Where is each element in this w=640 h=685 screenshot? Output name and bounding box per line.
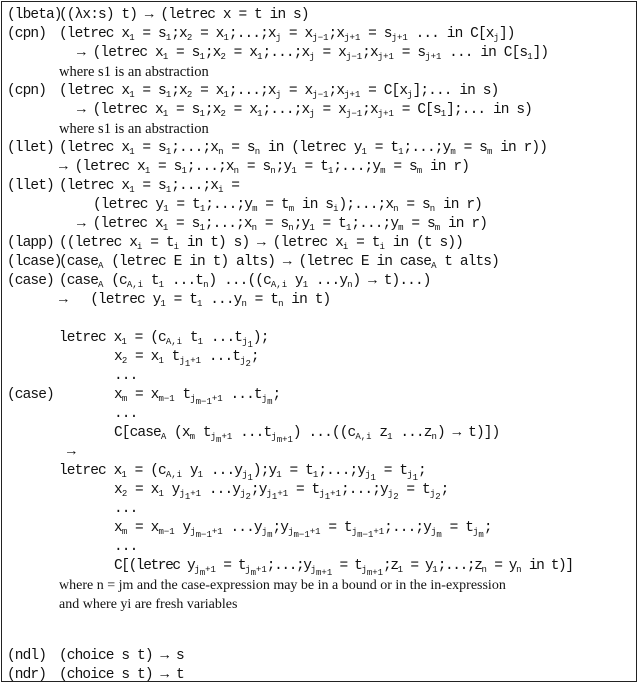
rule-label-llet-2: (llet) [7,178,54,194]
rule-case-2-rhs-1: letrec $x_1 = (c_{A,i}$ $y_1$ $...y_{j_1});y_1$ = $t_1;...;y_{j_1} = t_{j_1}$; [59,463,426,483]
rule-lapp-line: ((letrec $x_i = t_i$ in t) s) → (letrec $x_i = t_i$ in (t s)) [59,235,463,252]
rule-case-2-lhs-dots-2: ... [114,406,138,422]
rule-label-case-1: (case) [7,273,54,289]
rule-llet-1-rhs: → (letrec $x_1$ = $s_1;...;x_n$ = $s_n;y_1$ = $t_1;...;y_m = s_m$ in r) [59,159,469,176]
rule-cpn-2-condition: where s1 is an abstraction [59,121,209,137]
rule-lbeta-line: ((λx:s) t) → (letrec x = t in s) [59,7,309,23]
rule-case-2-lhs-1: letrec $x_1 = (c_{A,i}$ $t_1$ $...t_{j_1}$); [59,330,269,350]
rule-cpn-1-rhs: → (letrec $x_1$ = $s_1;x_2$ = $x_1;...;x_j$ = $x_{j-1};x_{j+1} = s_{j+1}$ ... in $C[s_1]$) [77,45,549,62]
rule-cpn-2-rhs: → (letrec $x_1$ = $s_1;x_2$ = $x_1;...;x_j$ = $x_{j-1};x_{j+1} = C[s_1]$;... in s) [77,102,532,119]
rule-case-1-rhs: → (letrec $y_1 = t_1$ $...y_n = t_n$ in t) [59,292,331,309]
rule-case-2-lhs-2: $x_2 = x_1$ $t_{j_1+1}$ $...t_{j_2}$; [114,349,259,369]
rule-case-2-condition-2: and where yi are fresh variables [59,597,238,612]
rule-label-lapp: (lapp) [7,235,54,251]
rule-label-ndr: (ndr) [7,667,47,683]
rule-ndr-line: (choice s t) → t [59,667,184,683]
rules-figure [1,1,637,682]
rule-case-1-lhs: (case$_A$ ($c_{A,i}$ $t_1$ $...t_n$) $...((c_{A,i}$ $y_1$ $...y_n) \to t$)...) [59,273,431,290]
rule-llet-2-rhs: → (letrec $x_1$ = $s_1;...;x_n$ = $s_n;y_1$ = $t_1;...;y_m = s_m$ in r) [77,216,487,233]
rule-cpn-2-lhs: (letrec $x_1$ = $s_1;x_2$ = $x_1;...;x_j$ = $x_{j-1};x_{j+1} = C[x_j]$;... in s) [59,83,499,100]
rule-cpn-1-lhs: (letrec $x_1$ = $s_1;x_2$ = $x_1;...;x_j$ = $x_{j-1};x_{j+1} = s_{j+1}$ ... in $C[x_j]$) [59,26,515,43]
rule-label-lbeta: (lbeta) [7,7,62,23]
rule-case-2-condition-1: where n = jm and the case-expression may be in a bound or in the in-expression [59,578,506,593]
rule-llet-2-lhs-a: (letrec $x_1$ = $s_1;...;x_i$ = [59,178,240,195]
rule-case-2-rhs-dots-2: ... [114,539,138,555]
rule-case-2-rhs-context: C[(letrec $y_{j_m+1}$ = $t_{j_m+1};...;y_{j_{m+1}}$ = $t_{j_{m+1}};z_1$ = $y_1;...;z_n = y_n$ in t)] [114,558,573,578]
rule-case-2-lhs-m: $x_m = x_{m-1}$ $t_{j_{m-1}+1}$ $...t_{j_m}$; [114,387,281,407]
rule-ndl-line: (choice s t) → s [59,648,184,664]
rule-case-2-lhs-dots-1: ... [114,368,138,384]
rule-label-llet-1: (llet) [7,140,54,156]
rule-case-2-lhs-context: C[case$_A$ ($x_m$ $t_{j_m+1}$ $...t_{j_{m+1}}$) $...((c_{A,i}$ $z_1$ $...z_n) \to t$)]) [114,425,500,445]
rule-lcase-line: (case$_A$ (letrec E in t) alts) → (letrec E in case$_A$ t alts) [59,254,499,271]
rule-llet-2-lhs-b: (letrec $y_1$ = $t_1;...;y_m = t_m$ in $s_i);...;x_n = s_n$ in r) [93,197,482,214]
rule-case-2-rhs-m: $x_m = x_{m-1}$ $y_{j_{m-1}+1}$ $...y_{j_m};y_{j_{m-1}+1}$ = $t_{j_{m-1}+1};...;y_{j_m} = t_{j_m}$; [114,520,492,540]
rule-label-ndl: (ndl) [7,648,47,664]
reduces-to-arrow: → [67,444,75,460]
rule-label-cpn-2: (cpn) [7,83,47,99]
rule-label-lcase: (lcase) [7,254,62,270]
rule-cpn-1-condition: where s1 is an abstraction [59,64,209,80]
rule-label-case-2: (case) [7,387,54,403]
rule-case-2-rhs-dots-1: ... [114,501,138,517]
rule-case-2-rhs-2: $x_2 = x_1$ $y_{j_1+1}$ $...y_{j_2};y_{j_1+1}$ = $t_{j_1+1};...;y_{j_2} = t_{j_2}$; [114,482,449,502]
rule-llet-1-lhs: (letrec $x_1$ = $s_1;...;x_n = s_n$ in (letrec $y_1$ = $t_1;...;y_m = s_m$ in r)) [59,140,548,157]
rule-label-cpn-1: (cpn) [7,26,47,42]
